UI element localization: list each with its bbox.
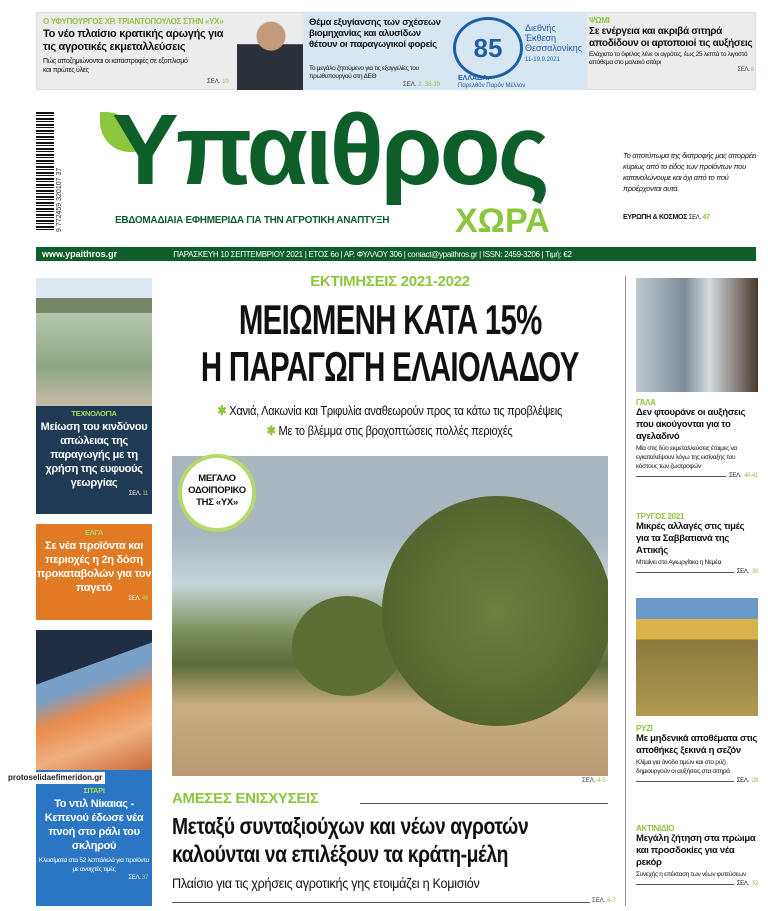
website-link[interactable]: www.ypaithros.gr — [42, 249, 118, 259]
kicker: ΕΛΓΑ — [85, 528, 103, 537]
headline: Σε ενέργεια και ακριβά σιτηρά αποδίδουν οι αρτοποιοί τις αυξήσεις — [589, 26, 753, 49]
page-ref: ΣΕΛ. 8 — [737, 67, 754, 73]
summary: Κλίμα για άνοδο τιμών και στο ρύζι δημιουργούν οι αυξήσεις στα σιτηρά — [636, 759, 730, 775]
newspaper-title: Υπαιθρος — [112, 94, 547, 206]
page-ref: ΣΕΛ. 6-7 — [592, 898, 616, 904]
headline-line: Η ΠΑΡΑΓΩΓΗ ΕΛΑΙΟΛΑΔΟΥ — [201, 343, 579, 390]
headline-line: ΜΕΙΩΜΕΝΗ ΚΑΤΑ 15% — [238, 296, 542, 343]
page-ref: ΣΕΛ. 32 — [636, 881, 758, 887]
right-story-kiwi[interactable] — [636, 824, 758, 887]
page-ref: ΣΕΛ. 4-5 — [582, 778, 606, 784]
newspaper-subtitle: ΕΒΔΟΜΑΔΙΑΙΑ ΕΦΗΜΕΡΙΔΑ ΓΙΑ ΤΗΝ ΑΓΡΟΤΙΚΗ ΑΝΑΠΤΥΞΗ — [115, 215, 390, 226]
olive-tree — [382, 496, 608, 726]
summary: Το μεγάλο ζητούμενο για τις εξαγγελίες του πρωθυπουργού στη ΔΕΘ — [309, 65, 419, 80]
issue-details: ΠΑΡΑΣΚΕΥΗ 10 ΣΕΠΤΕΜΒΡΙΟΥ 2021 | ΕΤΟΣ 6ο | ΑΡ. ΦΥΛΛΟΥ 306 | contact@ypaithros.gr | ISSN: 2459-3206 | Τιμή: €2 — [173, 250, 572, 259]
page-ref: ΣΕΛ. 11 — [128, 491, 148, 497]
kicker: ΣΙΤΑΡΙ — [83, 786, 105, 795]
banner-story-middle[interactable] — [303, 13, 587, 90]
headline: Με μηδενικά αποθέματα στις αποθήκες ξεκινά η σεζόν — [636, 733, 758, 756]
summary: Κλεισίματα στα 52 λεπτά/κιλό για προϊόντα με ανοιχτές τιμές — [38, 857, 150, 873]
right-story-rice[interactable] — [636, 724, 758, 784]
harvester-photo — [636, 598, 758, 716]
headline: Σε νέα προϊόντα και περιοχές η 2η δόση προκαταβολών για τον παγετό — [36, 540, 152, 594]
headline: Το νέο πλαίσιο κρατικής αρωγής για τις αγροτικές εκμεταλλεύσεις — [43, 28, 224, 53]
lead-headline[interactable] — [90, 296, 690, 390]
page-ref: ΣΕΛ. 30 — [636, 569, 758, 575]
summary: Μπαίνει στο Αγιωργίτικο η Νεμέα — [636, 559, 722, 566]
page-ref: ΣΕΛ. 40-41 — [636, 473, 758, 479]
tif-85-logo: 85 — [453, 17, 523, 79]
kicker: Ο ΥΦΥΠΟΥΡΓΟΣ ΧΡ. ΤΡΙΑΝΤΟΠΟΥΛΟΣ ΣΤΗΝ «ΥΧ» — [43, 17, 224, 26]
banner-story-right[interactable] — [589, 16, 754, 73]
barcode-number: 9 772459 320107 37 — [56, 167, 63, 232]
headline: Το ντιλ Νίκαιας - Κεπενού έδωσε νέα πνοή στο ράλι του σκληρού — [44, 798, 144, 852]
page-ref: ΣΕΛ. 10 — [207, 79, 229, 85]
minister-photo — [237, 13, 305, 90]
feature-badge: ΜΕΓΑΛΟ ΟΔΟΙΠΟΡΙΚΟ ΤΗΣ «ΥΧ» — [178, 454, 256, 532]
second-headline[interactable]: Μεταξύ συνταξιούχων και νέων αγροτών καλούνται να επιλέξουν τα κράτη-μέλη — [172, 813, 529, 867]
page-ref: ΣΕΛ. 2, 38-39 — [403, 82, 441, 88]
summary: Συνεχής η επέκταση των νέων φυτεύσεων — [636, 871, 747, 878]
kicker: ΡΥΖΙ — [636, 724, 653, 733]
column-divider — [625, 276, 626, 906]
newspaper-title-suffix: ΧΩΡΑ — [455, 202, 550, 240]
lead-kicker: ΕΚΤΙΜΗΣΕΙΣ 2021-2022 — [310, 273, 470, 290]
tif-slogan: ΕΛΛΑΔΑ: Παρελθόν Παρόν Μέλλον — [458, 75, 526, 89]
summary: Μία στις δύο εκμεταλλεύσεις έτοιμες να εγκαταλείψουν λόγω της εκτίναξης του κόστους των ζωοτροφών — [636, 445, 737, 470]
masthead-quote[interactable]: Το αποτύπωμα της διατροφής μας απορρέει κυρίως από το είδος των προϊόντων που καταναλώνουμε και όχι από το πού προέρχονται αυτά. — [623, 151, 757, 193]
tif-logo-text: Διεθνής Έκθεση Θεσσαλονίκης 11-19.9.2021 — [525, 23, 583, 63]
milking-parlor-photo — [636, 278, 758, 392]
right-story-milk[interactable] — [636, 398, 758, 479]
lead-bullet: ✱ Χανιά, Λακωνία και Τριφυλία αναθεωρούν προς τα κάτω τις προβλέψεις — [217, 403, 563, 418]
kicker: ΤΕΧΝΟΛΟΓΙΑ — [71, 409, 117, 418]
headline: Μικρές αλλαγές στις τιμές για τα Σαββατιανά της Αττικής — [636, 521, 745, 556]
headline: Δεν φτουράνε οι αυξήσεις που ακούγονται για το αγελαδινό — [636, 407, 746, 442]
info-bar — [36, 247, 756, 261]
page-ref: ΣΕΛ. 46 — [128, 596, 148, 602]
headline: Μεγάλη ζήτηση στα πρώιμα και προσδοκίες για νέα ρεκόρ — [636, 833, 756, 868]
grain-photo — [36, 630, 152, 770]
summary: Ελάχιστο το όφελος λένε οι αγρότες, έως 25 λεπτά το λιγοστό απόθεμα στο μαλακό σιτάρι — [589, 51, 748, 66]
top-banner — [36, 12, 756, 90]
kicker: ΓΑΛΑ — [636, 398, 656, 407]
banner-story-left[interactable] — [43, 17, 258, 75]
page-ref: ΣΕΛ. 37 — [128, 875, 148, 881]
quote-section: ΕΥΡΩΠΗ & ΚΟΣΜΟΣ ΣΕΛ. 47 — [623, 214, 710, 221]
left-story-wheat[interactable] — [36, 770, 152, 906]
kicker: ΨΩΜΙ — [589, 16, 610, 25]
divider — [360, 803, 608, 804]
page-ref: ΣΕΛ. 28 — [636, 778, 758, 784]
barcode — [36, 112, 54, 232]
kicker: ΤΡΥΓΟΣ 2021 — [636, 512, 685, 521]
headline: Θέμα εξυγίανσης των σχέσεων βιομηχανίας και αλυσίδων θέτουν οι παραγωγικοί φορείς — [309, 17, 441, 50]
second-kicker: ΑΜΕΣΕΣ ΕΝΙΣΧΥΣΕΙΣ — [172, 790, 319, 807]
divider — [172, 902, 590, 903]
summary: Πώς αποζημιώνονται οι καταστροφές σε εξοπλισμό και πρώτες ύλες — [43, 58, 188, 74]
watermark: protoselidaefimeridon.gr — [5, 772, 105, 784]
kicker: ΑΚΤΙΝΙΔΙΟ — [636, 824, 675, 833]
lead-bullet: ✱ Με το βλέμμα στις βροχοπτώσεις πολλές περιοχές — [267, 423, 513, 438]
left-story-elga[interactable] — [36, 524, 152, 620]
second-summary: Πλαίσιο για τις χρήσεις αγροτικής γης ετοιμάζει η Κομισιόν — [172, 875, 480, 891]
right-story-harvest[interactable] — [636, 512, 758, 575]
headline: Μείωση του κινδύνου απώλειας της παραγωγής με τη χρήση της ευφυούς γεωργίας — [40, 421, 148, 489]
